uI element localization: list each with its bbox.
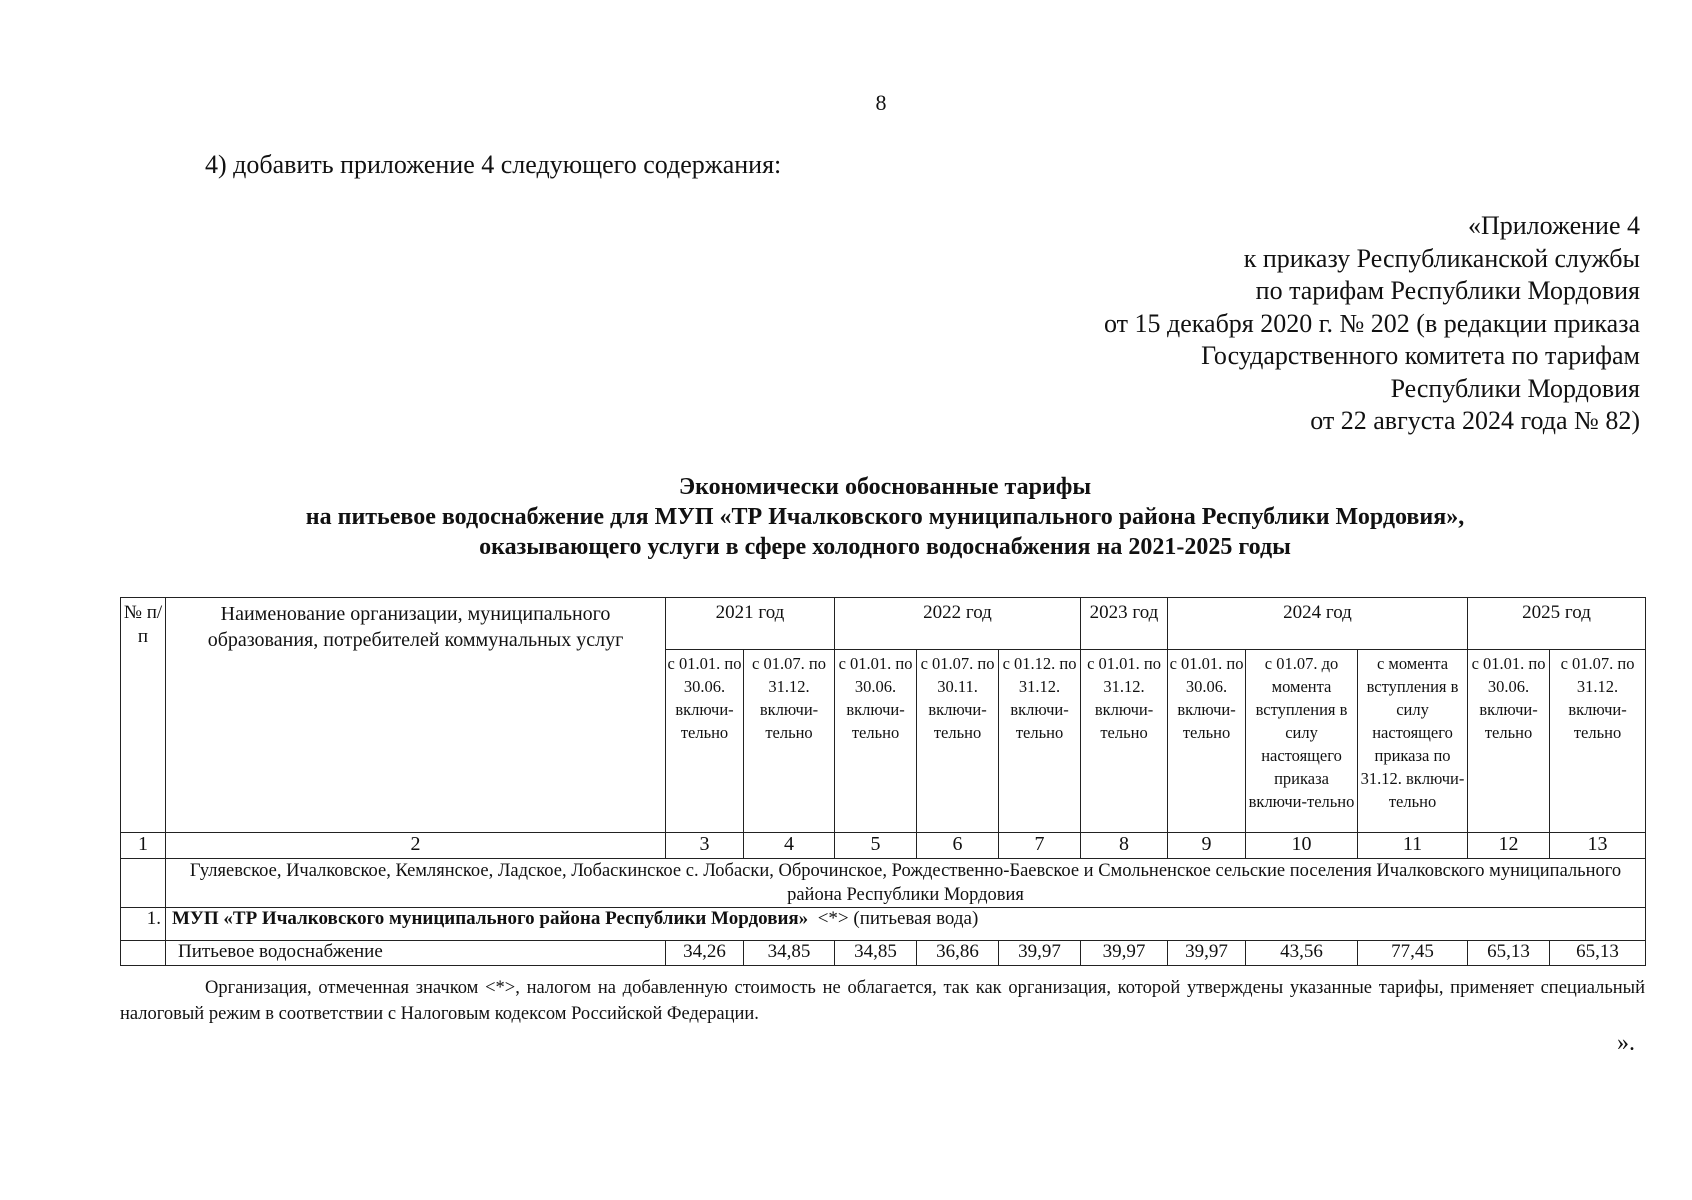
column-index: 5 <box>835 833 917 859</box>
table-row <box>121 941 1646 966</box>
organization-row <box>121 908 1646 941</box>
tariffs-table <box>120 597 1646 966</box>
tariff-value: 39,97 <box>1168 941 1246 966</box>
header-year-2025: 2025 год <box>1468 598 1646 650</box>
header-period: с 01.07. до момента вступления в силу настоящего приказа включи-тельно <box>1246 650 1358 833</box>
column-index: 4 <box>744 833 835 859</box>
appendix-line: от 15 декабря 2020 г. № 202 (в редакции приказа <box>1104 308 1640 338</box>
tariff-value: 39,97 <box>999 941 1081 966</box>
appendix-line: Республики Мордовия <box>1390 373 1640 403</box>
organization-cell <box>166 908 1646 941</box>
column-index-row <box>121 833 1646 859</box>
intro-paragraph: 4) добавить приложение 4 следующего содержания: <box>205 150 782 179</box>
header-period: с момента вступления в силу настоящего приказа по 31.12. включи-тельно <box>1358 650 1468 833</box>
header-period: с 01.07. по 31.12. включи-тельно <box>1550 650 1646 833</box>
footnote: Организация, отмеченная значком <*>, налогом на добавленную стоимость не облагается, так как организация, которой утверждены указанные тарифы, применяет специальный налоговый режим в соответствии с Налоговым кодексом Российской Федерации. <box>120 978 1645 1024</box>
tariff-value: 39,97 <box>1081 941 1168 966</box>
tariff-value: 34,85 <box>744 941 835 966</box>
service-empty-cell <box>121 941 166 966</box>
column-index: 2 <box>166 833 666 859</box>
page-number: 8 <box>875 90 887 115</box>
header-period: с 01.07. по 30.11. включи-тельно <box>917 650 999 833</box>
header-period: с 01.01. по 30.06. включи-тельно <box>835 650 917 833</box>
header-period: с 01.01. по 31.12. включи-тельно <box>1081 650 1168 833</box>
column-index: 6 <box>917 833 999 859</box>
tariff-value: 43,56 <box>1246 941 1358 966</box>
appendix-line: Государственного комитета по тарифам <box>1201 341 1640 370</box>
appendix-reference <box>1104 210 1640 438</box>
document-heading <box>120 472 1650 562</box>
region-cell: Гуляевское, Ичалковское, Кемлянское, Ладское, Лобаскинское с. Лобаски, Оброчинское, Рождественно-Баевское и Смольненское сельские поселения Ичалковского муниципального района Республики Мордовия <box>166 859 1646 908</box>
tariff-value: 34,85 <box>835 941 917 966</box>
heading-line: на питьевое водоснабжение для МУП «ТР Ичалковского муниципального района Республики Мордовия», <box>305 504 1465 530</box>
closing-quote: ». <box>1617 1030 1635 1056</box>
tariff-value: 65,13 <box>1550 941 1646 966</box>
header-year-2024: 2024 год <box>1168 598 1468 650</box>
header-period: с 01.01. по 30.06. включи-тельно <box>1468 650 1550 833</box>
tariff-value: 65,13 <box>1468 941 1550 966</box>
header-year-2021: 2021 год <box>666 598 835 650</box>
tariff-value: 36,86 <box>917 941 999 966</box>
region-empty-cell <box>121 859 166 908</box>
header-period: с 01.01. по 30.06. включи-тельно <box>1168 650 1246 833</box>
column-index: 9 <box>1168 833 1246 859</box>
header-period: с 01.12. по 31.12. включи-тельно <box>999 650 1081 833</box>
header-period: с 01.01. по 30.06. включи-тельно <box>666 650 744 833</box>
column-index: 8 <box>1081 833 1168 859</box>
organization-suffix: <*> (питьевая вода) <box>817 908 979 929</box>
organization-name: МУП «ТР Ичалковского муниципального района Республики Мордовия» <box>172 908 809 929</box>
region-row <box>121 859 1646 908</box>
heading-line: Экономически обоснованные тарифы <box>678 474 1092 500</box>
column-index: 7 <box>999 833 1081 859</box>
appendix-line: по тарифам Республики Мордовия <box>1255 276 1640 305</box>
column-index: 3 <box>666 833 744 859</box>
appendix-line: к приказу Республиканской службы <box>1243 243 1640 273</box>
appendix-line: от 22 августа 2024 года № 82) <box>1310 406 1640 435</box>
column-index: 1 <box>121 833 166 859</box>
header-year-2022: 2022 год <box>835 598 1081 650</box>
column-index: 13 <box>1550 833 1646 859</box>
header-organization-name: Наименование организации, муниципального образования, потребителей коммунальных услуг <box>166 598 666 833</box>
header-period: с 01.07. по 31.12. включи-тельно <box>744 650 835 833</box>
appendix-line: «Приложение 4 <box>1467 211 1640 240</box>
tariff-value: 77,45 <box>1358 941 1468 966</box>
column-index: 12 <box>1468 833 1550 859</box>
organization-number: 1. <box>121 908 166 941</box>
tariff-value: 34,26 <box>666 941 744 966</box>
column-index: 11 <box>1358 833 1468 859</box>
service-name: Питьевое водоснабжение <box>166 941 666 966</box>
column-index: 10 <box>1246 833 1358 859</box>
header-year-2023: 2023 год <box>1081 598 1168 650</box>
heading-line: оказывающего услуги в сфере холодного водоснабжения на 2021-2025 годы <box>479 534 1291 560</box>
header-row-number: № п/п <box>121 598 166 833</box>
